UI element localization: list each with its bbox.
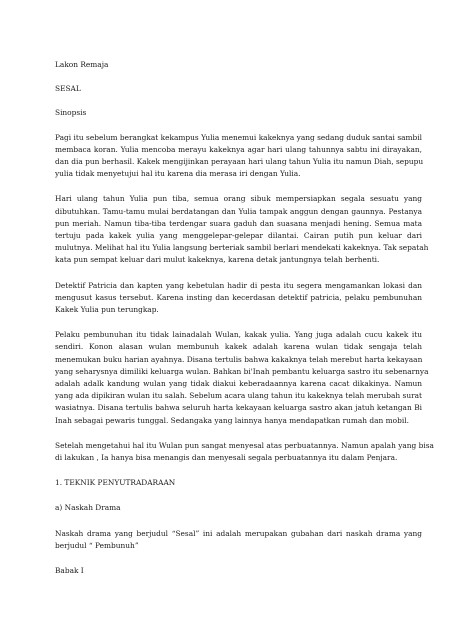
- paragraph-line: membaca koran. Yulia mencoba merayu kakeknya agar hari ulang tahunnya sabtu ini dirayakan,: [55, 144, 422, 154]
- naskah-paragraph: [55, 528, 422, 552]
- paragraph-line: Pelaku pembunuhan itu tidak lainadalah Wulan, kakak yulia. Yang juga adalah cucu kakek itu: [55, 330, 422, 340]
- paragraph-line: adalah adalk kandung wulan yang tidak diakui keberadaannya karena cacat dikakinya. Namun: [55, 379, 422, 389]
- synopsis-paragraph-1: [55, 132, 422, 181]
- paragraph-line: mulutnya. Melihat hal itu Yulia langsung berteriak sambil berlari mendekati kakeknya. Tak sepatah: [55, 243, 429, 253]
- paragraph-line: mengusut kasus tersebut. Karena insting dan kecerdasan detektif patricia, pelaku pembunuhan: [55, 292, 422, 302]
- paragraph-line: berjudul “ Pembunuh”: [55, 540, 139, 550]
- paragraph-line: di lakukan , Ia hanya bisa menangis dan menyesali segala perbuatannya itu dalam Penjara.: [55, 453, 398, 463]
- synopsis-paragraph-4: [55, 329, 429, 427]
- paragraph-line: yang ada dipikiran wulan itu salah. Sebelum acara ulang tahun itu kakeknya telah merubah surat: [55, 391, 422, 401]
- paragraph-line: kata pun sempat keluar dari mulut kakeknya, karena detak jantungnya telah berhenti.: [55, 255, 380, 265]
- paragraph-line: sendiri. Konon alasan wulan membunuh kakek adalah karena wulan tidak sengaja telah: [55, 342, 422, 352]
- paragraph-line: dibutuhkan. Tamu-tamu mulai berdatangan dan Yulia tampak anggun dengan gaunnya. Pestanya: [55, 206, 422, 216]
- synopsis-paragraph-5: [55, 440, 434, 464]
- paragraph-line: Naskah drama yang berjudul “Sesal” ini adalah merupakan gubahan dari naskah drama yang: [55, 528, 422, 538]
- synopsis-heading: Sinopsis: [55, 108, 87, 118]
- paragraph-line: Inah sebagai pewaris tunggal. Sedangaka yang lainnya hanya mendapatkan rumah dan mobil.: [55, 415, 409, 425]
- section-heading: 1. TEKNIK PENYUTRADARAAN: [55, 478, 176, 488]
- paragraph-line: Hari ulang tahun Yulia pun tiba, semua orang sibuk mempersiapkan segala sesuatu yang: [55, 194, 422, 204]
- paragraph-line: Setelah mengetahui hal itu Wulan pun sangat menyesal atas perbuatannya. Namun apalah yang bisa: [55, 440, 434, 450]
- act-heading: Babak I: [55, 566, 84, 576]
- paragraph-line: menemukan buku harian ayahnya. Disana tertulis bahwa kakaknya telah merebut harta kekayaan: [55, 354, 423, 364]
- play-title: SESAL: [55, 84, 81, 94]
- paragraph-line: Kakek Yulia pun terungkap.: [55, 305, 159, 315]
- paragraph-line: wasiatnya. Disana tertulis bahwa seluruh harta kekayaan keluarga sastro akan jatuh ketangan Bi: [55, 403, 422, 413]
- synopsis-paragraph-2: [55, 193, 429, 266]
- paragraph-line: tertuju pada kakek yulia yang menggelepar-gelepar dilantai. Cairan putih pun keluar dari: [55, 231, 422, 241]
- paragraph-line: yulia tidak menyetujui hal itu karena dia merasa iri dengan Yulia.: [55, 169, 301, 179]
- synopsis-paragraph-3: [55, 280, 422, 317]
- play-kind-label: Lakon Remaja: [55, 60, 109, 69]
- paragraph-line: dan dia pun berhasil. Kakek mengijinkan perayaan hari ulang tahun Yulia itu namun Diah, sepupu: [55, 157, 424, 167]
- paragraph-line: Detektif Patricia dan kapten yang kebetulan hadir di pesta itu segera mengamankan lokasi dan: [55, 280, 422, 290]
- paragraph-line: pun meriah. Namun tiba-tiba terdengar suara gaduh dan suasana menjadi hening. Semua mata: [55, 218, 422, 228]
- paragraph-line: Pagi itu sebelum berangkat kekampus Yulia menemui kakeknya yang sedang duduk santai sambil: [55, 132, 422, 142]
- paragraph-line: yang seharysnya dimiliki keluarga wulan. Bahkan bi'Inah pembantu keluarga sastro itu sebenarnya: [55, 366, 429, 376]
- subsection-heading: a) Naskah Drama: [55, 503, 121, 513]
